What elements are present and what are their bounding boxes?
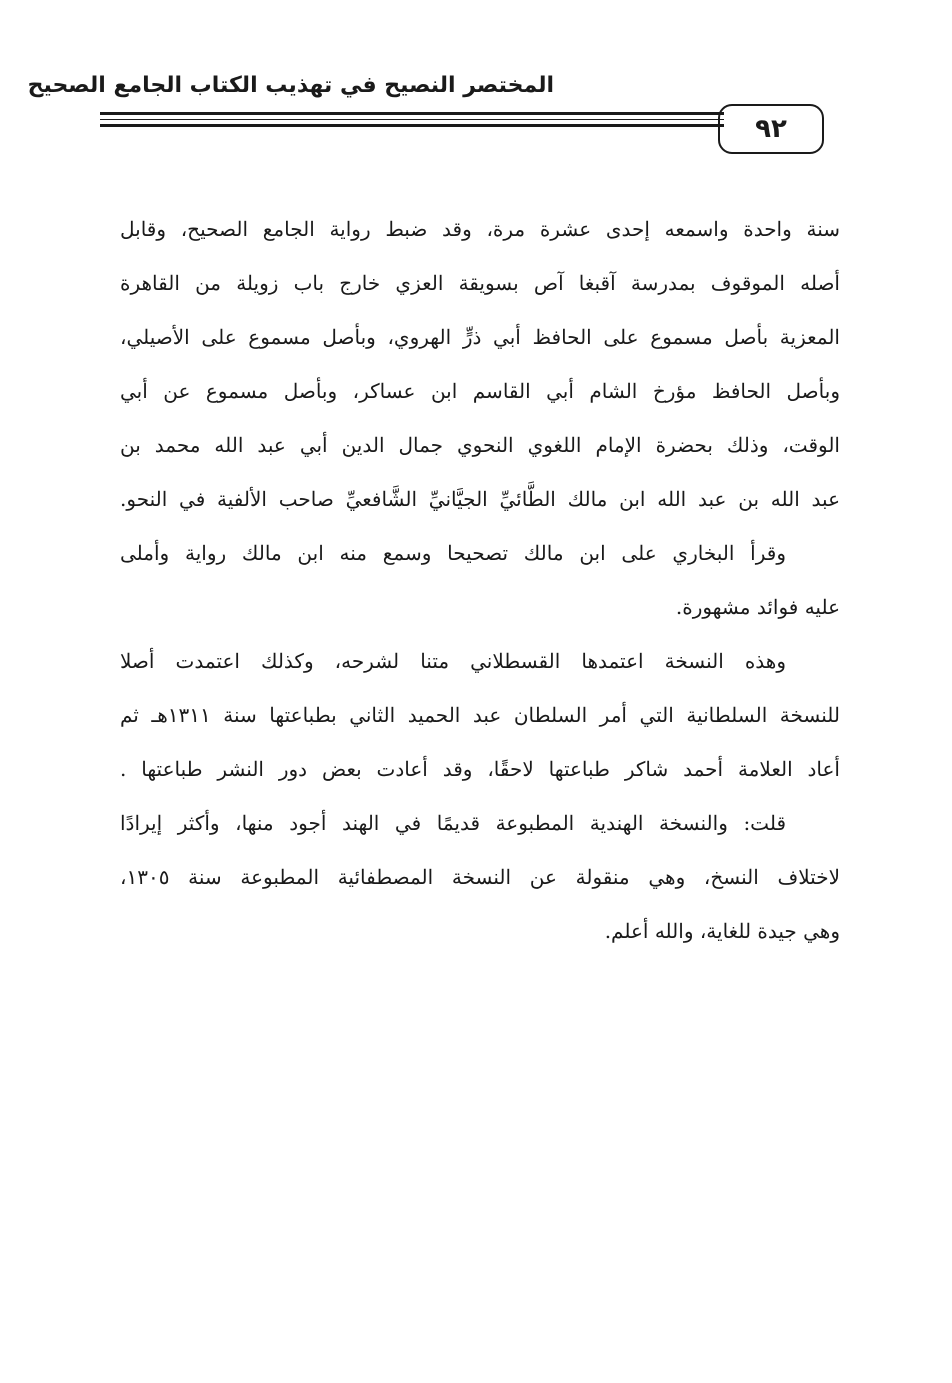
running-header-title: المختصر النصيح في تهذيب الكتاب الجامع الصحيح	[27, 73, 554, 98]
header-rule-top	[100, 112, 724, 115]
text-line: وهذه النسخة اعتمدها القسطلاني متنا لشرحه، وكذلك اعتمدت أصلا	[120, 649, 786, 673]
text-line: سنة واحدة واسمعه إحدى عشرة مرة، وقد ضبط رواية الجامع الصحيح، وقابل	[120, 217, 840, 241]
text-line: أصله الموقوف بمدرسة آقبغا آص بسويقة العزي خارج باب زويلة من القاهرة	[120, 271, 840, 295]
text-line: للنسخة السلطانية التي أمر السلطان عبد الحميد الثاني بطباعتها سنة ١٣١١هـ ثم	[120, 703, 841, 727]
header-rule-bottom	[100, 124, 724, 127]
text-line: عليه فوائد مشهورة.	[675, 595, 840, 619]
main-text	[120, 202, 840, 958]
text-line: عبد الله بن عبد الله ابن مالك الطَّائيِّ الجيَّانيِّ الشَّافعيِّ صاحب الألفية في النحو.	[120, 487, 841, 511]
text-line: وهي جيدة للغاية، والله أعلم.	[604, 919, 840, 943]
page-number: ٩٢	[755, 114, 787, 144]
text-line: قلت: والنسخة الهندية المطبوعة قديمًا في الهند أجود منها، وأكثر إيرادًا	[120, 811, 786, 835]
page-number-frame	[718, 104, 824, 154]
header-rule-middle	[100, 119, 724, 120]
text-line: وبأصل الحافظ مؤرخ الشام أبي القاسم ابن عساكر، وبأصل مسموع عن أبي	[120, 379, 840, 403]
text-line: المعزية بأصل مسموع على الحافظ أبي ذرٍّ الهروي، وبأصل مسموع على الأصيلي،	[120, 325, 840, 349]
text-line: لاختلاف النسخ، وهي منقولة عن النسخة المصطفائية المطبوعة سنة ١٣٠٥،	[120, 865, 840, 889]
text-line: وقرأ البخاري على ابن مالك تصحيحا وسمع منه ابن مالك رواية وأملى	[120, 541, 786, 565]
text-line: أعاد العلامة أحمد شاكر طباعتها لاحقًا، وقد أعادت بعض دور النشر طباعتها .	[120, 757, 840, 781]
text-line: الوقت، وذلك بحضرة الإمام اللغوي النحوي جمال الدين أبي عبد الله محمد بن	[120, 433, 840, 457]
